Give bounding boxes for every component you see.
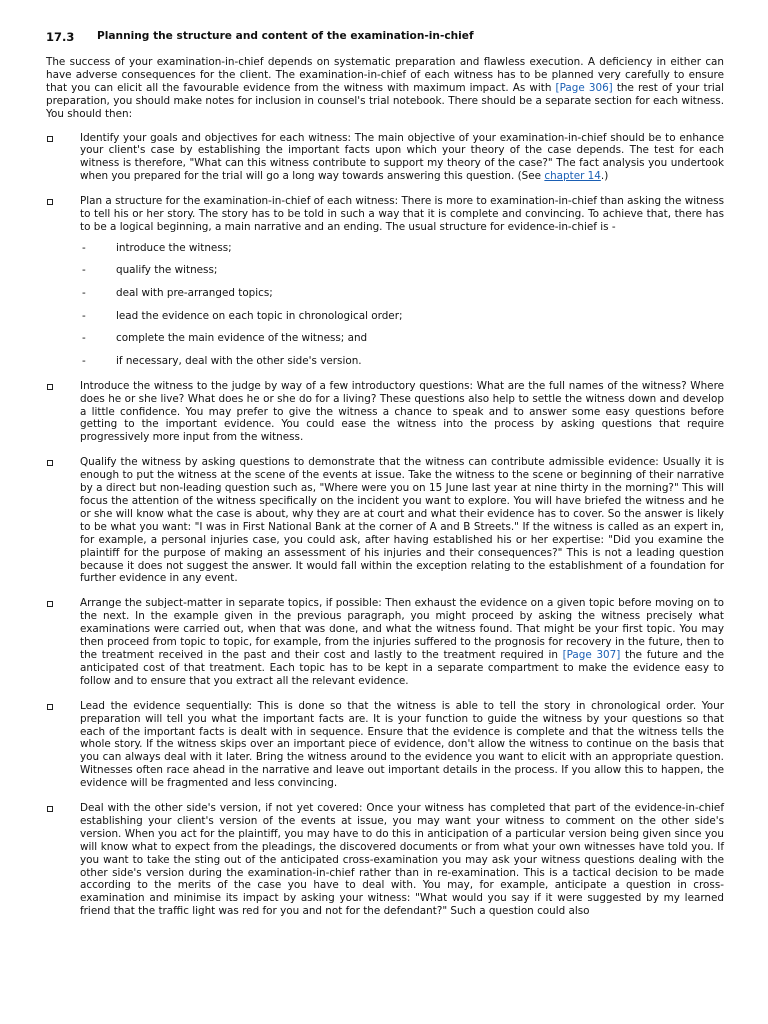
page-307-link[interactable]: [Page 307] [562, 648, 621, 661]
square-bullet-icon [46, 132, 80, 184]
sublist-item-text: deal with pre-arranged topics; [116, 287, 273, 300]
document-page [46, 30, 724, 930]
sublist-item [80, 264, 724, 277]
square-bullet-icon [46, 380, 80, 445]
square-bullet-icon [46, 597, 80, 687]
dash-marker: - [82, 332, 86, 345]
list-item-content [80, 195, 724, 368]
square-bullet-icon [46, 700, 80, 790]
list-item-other-version [46, 802, 724, 918]
list-item-text: Plan a structure for the examination-in-chief of each witness: There is more to examination-in-chief than asking the witness to tell his or her story. The story has to be told in such a way that it is complete and convincing. To achieve that, there has to be a logical beginning, a main narrative and an ending. The usual structure for evidence-in-chief is - [80, 195, 724, 233]
goals-text-2: .) [600, 170, 609, 183]
intro-text-2: the rest of your trial preparation, you should make notes for inclusion in counsel's trial notebook. There should be a separate section for each witness. You should then: [46, 81, 725, 120]
sublist-item [80, 310, 724, 323]
list-item-arrange [46, 597, 724, 687]
sublist-item [80, 242, 724, 255]
dash-marker: - [82, 354, 86, 367]
dash-marker: - [82, 309, 86, 322]
square-bullet-icon [46, 802, 80, 918]
list-item-qualify [46, 456, 724, 585]
sublist-item-text: lead the evidence on each topic in chronological order; [116, 309, 403, 322]
list-item-text: Deal with the other side's version, if not yet covered: Once your witness has completed that part of the evidence-in-chief establishing your client's version of the events at issue, you may want your witness to comment on the other side's version. When you act for the plaintiff, you may have to do this in anticipation of a particular version being given since you will know what to expect from the pleadings, the discovered documents or from what your own witnesses have told you. If you want to take the sting out of the anticipated cross-examination you may ask your witness questions dealing with the other side's version during the examination-in-chief rather than in re-examination. This is a tactical decision to be made according to the merits of the case you have to deal with. You may, for example, anticipate a question in cross-examination and minimise its impact by asking your witness: "What would you say if it were suggested by my learned friend that the traffic light was red for you and not for the defendant?" Such a question could also [80, 802, 724, 918]
structure-sublist [80, 242, 724, 368]
sublist-item-text: complete the main evidence of the witness; and [116, 332, 368, 345]
list-item-text: Lead the evidence sequentially: This is done so that the witness is able to tell the story in chronological order. Your preparation will tell you what the important facts are. It is your function to guide the witness by your questions so that each of the important facts is dealt with in sequence. Ensure that the evidence is complete and that the witness tells the whole story. If the witness skips over an important piece of evidence, don't allow the witness to continue on the basis that you can always deal with it later. Bring the witness around to the evidence you want to elicit with an appropriate question. Witnesses often race ahead in the narrative and leave out important details in the process. If you allow this to happen, the evidence will be fragmented and less convincing. [80, 699, 724, 790]
intro-text-1: The success of your examination-in-chief depends on systematic preparation and flawless execution. A deficiency in either can have adverse consequences for the client. The examination-in-chief of each witness has to be planned very carefully to ensure that you can elicit all the favourable evidence from the witness with maximum impact. As with [46, 56, 724, 94]
list-item-text [80, 597, 724, 687]
section-title: Planning the structure and content of the examination-in-chief [97, 30, 474, 42]
list-item-goals [46, 132, 724, 184]
arrange-text-2: the future and the anticipated cost of that treatment. Each topic has to be kept in a separate compartment to make the evidence easy to follow and to ensure that you extract all the relevant evidence. [80, 648, 724, 687]
list-item-sequential [46, 700, 724, 790]
section-number: 17.3 [46, 30, 75, 44]
section-heading [46, 30, 724, 44]
sublist-item [80, 355, 724, 368]
list-item-text [80, 132, 724, 184]
square-bullet-icon [46, 456, 80, 585]
sublist-item-text: introduce the witness; [116, 241, 232, 254]
list-item-introduce [46, 380, 724, 445]
list-item-text: Introduce the witness to the judge by way of a few introductory questions: What are the full names of the witness? Where does he or she live? What does he or she do for a living? These questions also help to settle the witness down and develop a little confidence. You may prefer to give the witness a chance to speak and to answer some easy questions before getting to the important evidence. You could ease the witness into the process by asking questions that require progressively more input from the witness. [80, 379, 724, 444]
goals-text-1: Identify your goals and objectives for each witness: The main objective of your examination-in-chief should be to enhance your client's case by establishing the important facts upon which your theory of the case depends. The test for each witness is therefore, "What can this witness contribute to support my theory of the case?" The fact analysis you undertook when you prepared for the trial will go a long way towards answering this question. (See [80, 131, 724, 183]
arrange-text-1: Arrange the subject-matter in separate topics, if possible: Then exhaust the evidence on a given topic before moving on to the next. In the example given in the previous paragraph, you might proceed by asking the witness precisely what examinations were carried out, when that was done, and what the witness found. That might be your first topic. You may then proceed from topic to topic, for example, from the injuries suffered to the prognosis for recovery in the future, then to the treatment received in the past and their cost and lastly to the treatment required in [80, 597, 724, 661]
sublist-item-text: if necessary, deal with the other side's version. [116, 354, 362, 367]
dash-marker: - [82, 287, 86, 300]
dash-marker: - [82, 264, 86, 277]
dash-marker: - [82, 241, 86, 254]
square-bullet-icon [46, 195, 80, 368]
page-306-link[interactable]: [Page 306] [555, 81, 613, 94]
sublist-item [80, 332, 724, 345]
list-item-text: Qualify the witness by asking questions to demonstrate that the witness can contribute admissible evidence: Usually it is enough to put the witness at the scene of the events at issue. Take the witness to the scene or beginning of their narrative by a direct but non-leading question such as, "Where were you on 15 June last year at nine thirty in the morning?" This will focus the attention of the witness specifically on the incident you want to explore. You will have briefed the witness and he or she will know what the case is about, why they are at court and what their evidence has to cover. So the answer is likely to be what you want: "I was in First National Bank at the corner of A and B Streets." If the witness is called as an expert in, for example, a personal injuries case, you could ask, after having established his or her expertise: "Did you examine the plaintiff for the purpose of making an assessment of his injuries and their consequences?" This is not a leading question because it does not suggest the answer. It would fall within the exception relating to the establishment of a foundation for further evidence in any event. [80, 456, 724, 585]
intro-paragraph [46, 56, 724, 121]
chapter-14-link[interactable]: chapter 14 [544, 170, 601, 183]
sublist-item-text: qualify the witness; [116, 264, 218, 277]
list-item-structure [46, 195, 724, 368]
sublist-item [80, 287, 724, 300]
